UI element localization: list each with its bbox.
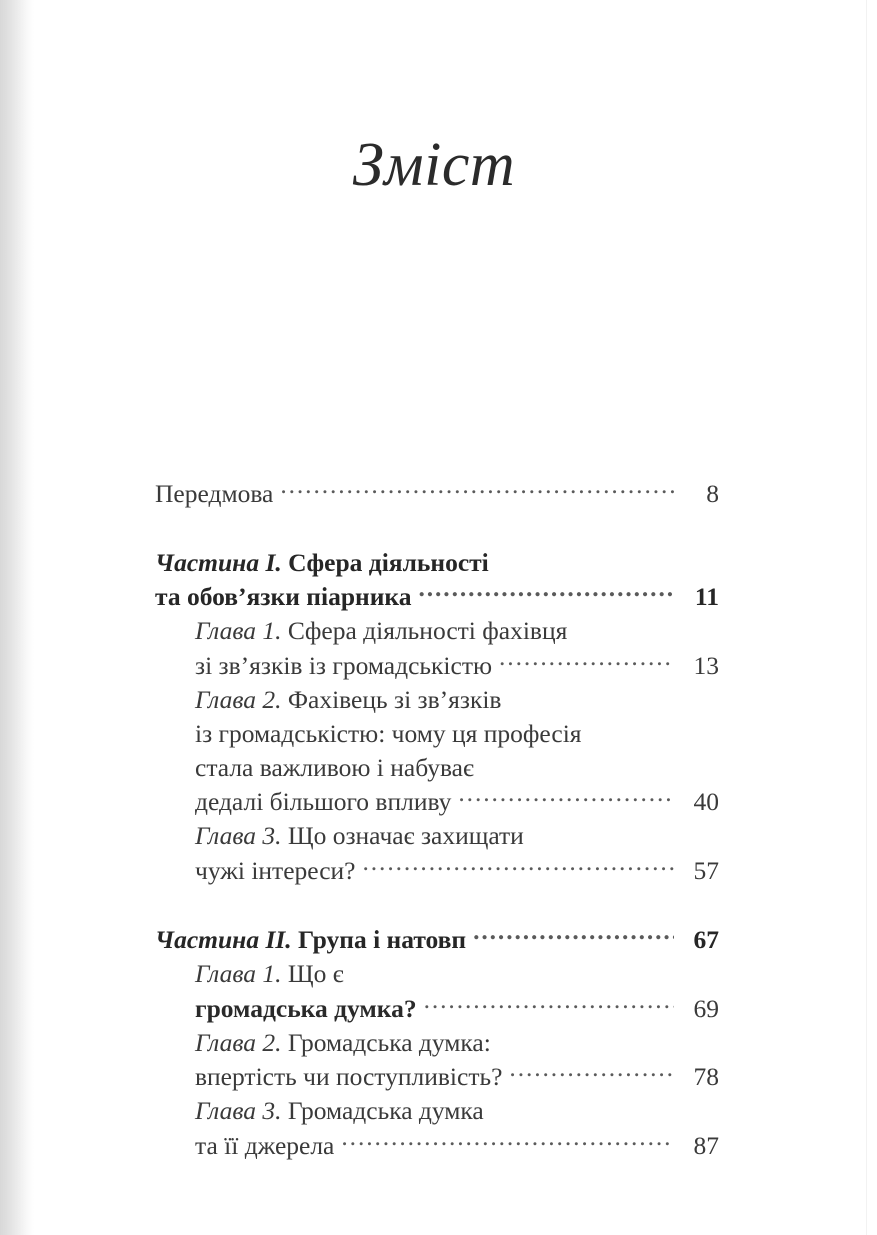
toc-page-number: 57 [693,855,719,885]
toc-entry-frontmatter[interactable] [155,476,719,511]
toc-entry-line [195,1060,719,1095]
toc-page-number: 69 [693,993,719,1023]
toc-entry-line [195,1094,719,1128]
toc-entry-chapter[interactable] [155,1094,719,1163]
toc-entry-text: Громадська думка [287,1096,484,1125]
toc-entry-label: Глава 1. [195,959,288,988]
page-title: Зміст [352,131,516,199]
toc-entry-text: впертість чи поступливість? [195,1062,503,1091]
dot-leader [363,853,675,879]
dot-leader [473,923,674,949]
toc-entry-text: Громадська думка: [287,1027,491,1057]
toc-entry-line [195,1026,719,1060]
toc-entry-text: стала важливою і набуває [195,752,474,782]
toc-entry-text: Група і натовп [298,925,467,954]
toc-entry-line [155,476,719,511]
toc-entry-line [195,751,719,785]
toc-entry-text: дедалі більшого впливу [195,787,452,816]
toc-entry-part[interactable] [155,923,719,958]
toc-entry-line [195,957,719,991]
toc-page-number: 8 [706,478,719,508]
toc-entry-line [195,991,719,1026]
toc-page-number: 78 [693,1062,719,1091]
toc-entry-line [195,1128,719,1163]
toc-entry-label: Частина II. [155,925,299,954]
toc-entry-text: Що означає захищати [287,821,524,850]
toc-page-number: 87 [693,1130,719,1160]
toc-entry-line [195,853,719,888]
toc-entry-line [195,819,719,853]
toc-entry-label: Частина I. [155,547,289,577]
toc-entry-label: Глава 1. [195,616,288,645]
dot-leader [280,476,674,502]
toc-entry-line [155,546,719,580]
toc-entry-text: та її джерела [195,1130,335,1160]
toc-entry-part[interactable] [155,546,719,615]
dot-leader [499,648,674,674]
toc-entry-label: Глава 3. [195,1096,288,1125]
toc-entry-chapter[interactable] [155,683,719,820]
toc-entry-line [155,923,719,958]
toc-entry-text: зі зв’язків із громадськістю [195,650,493,680]
toc-entry-text: Сфера діяльності фахівця [287,616,568,645]
toc-page-number: 11 [694,582,719,611]
toc-entry-text: із громадськістю: чому ця професія [195,718,582,748]
toc-entry-text: Сфера діяльності [288,547,489,577]
dot-leader [341,1128,674,1154]
toc-entry-text: Фахівець зі зв’язків [287,684,502,714]
toc-entry-label: Глава 3. [195,821,288,850]
toc-entry-text: громадська думка? [195,993,417,1023]
toc-entry-label: Глава 2. [195,1027,288,1057]
toc-entry-text: Передмова [155,478,274,508]
toc-entry-line [195,614,719,648]
toc-page-number: 67 [693,925,719,954]
toc-entry-chapter[interactable] [155,1026,719,1095]
toc-entry-chapter[interactable] [155,957,719,1026]
toc-entry-chapter[interactable] [155,819,719,888]
table-of-contents [155,476,719,1163]
toc-entry-text: та обов’язки піарника [155,582,412,611]
toc-page-number: 13 [693,650,719,680]
dot-leader [458,785,674,811]
toc-entry-line [155,580,719,615]
toc-entry-label: Глава 2. [195,684,288,714]
toc-entry-line [195,683,719,717]
toc-entry-line [195,717,719,751]
toc-entry-line [195,785,719,820]
dot-leader [424,991,674,1017]
dot-leader [418,580,674,606]
toc-entry-line [195,648,719,683]
toc-entry-chapter[interactable] [155,614,719,683]
toc-entry-text: Що є [287,959,351,988]
dot-leader [509,1060,674,1086]
toc-page-number: 40 [693,787,719,816]
toc-entry-text: чужі інтереси? [195,855,356,885]
